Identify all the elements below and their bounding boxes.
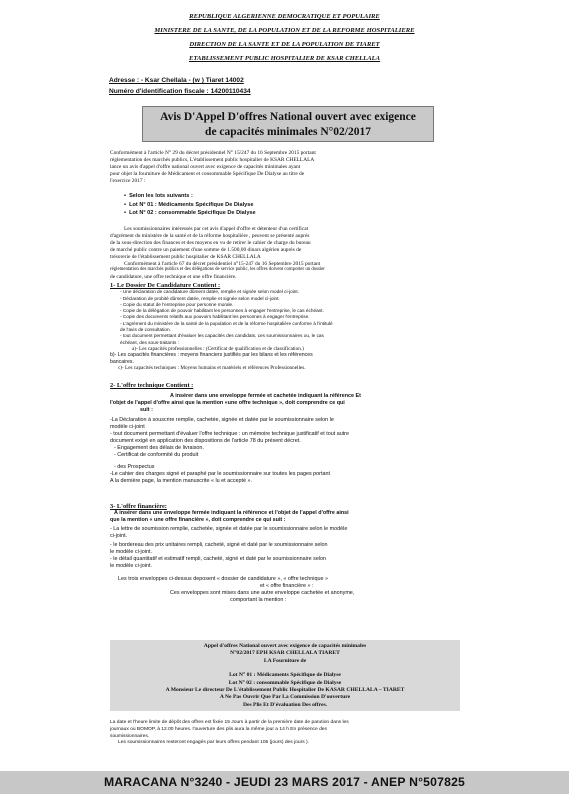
list-item: A la dernière page, la mention manuscrite « lu et accepté ». bbox=[110, 478, 253, 484]
text-line: lance un avis d'appel d'offre national ouvert avec exigence de capacités minimales ayant bbox=[110, 163, 301, 170]
header-line: DIRECTION DE LA SANTE ET DE LA POPULATION DE TIARET bbox=[189, 41, 380, 48]
title-line: Avis D'Appel D'offres National ouvert avec exigence bbox=[160, 111, 416, 123]
letterhead bbox=[0, 10, 569, 66]
header-line: ETABLISSEMENT PUBLIC HOSPITALIER DE KSAR CHELLALA bbox=[188, 55, 381, 62]
text-line: de la sous-direction des finances et des moyens en vu de retirer le cahier de charge du bureau bbox=[110, 239, 311, 246]
section-heading: 1- Le Dossier De Candidature Contient : bbox=[110, 282, 221, 289]
publication-footer: MARACANA N°3240 - JEUDI 23 MARS 2017 - ANEP N°507825 bbox=[0, 771, 569, 794]
list-item: - des Prospectus bbox=[114, 464, 155, 470]
recap-line: Lot N° 02 : consommable Spécifique de Dialyse bbox=[228, 679, 342, 686]
list-item: - tout document permettant d'évaluer l'offre technique : un mémoire technique justificatif et tout autre bbox=[110, 431, 349, 437]
list-item: - Copie des documents relatifs aux pouvoirs habilitant les personnes à engager l'entreprise. bbox=[120, 314, 310, 320]
list-item: modèle ci-joint bbox=[110, 424, 145, 430]
text-line: et « offre financière » : bbox=[260, 583, 314, 589]
section-candidature bbox=[110, 283, 460, 371]
header-line: MINISTERE DE LA SANTE, DE LA POPULATION ET DE LA REFORME HOSPITALIERE bbox=[154, 27, 415, 34]
header-line: REPUBLIQUE ALGERIENNE DEMOCRATIQUE ET POPULAIRE bbox=[189, 13, 380, 20]
text-line: soumissionnaires. bbox=[110, 733, 150, 739]
list-item: - tout document permettant d'évaluer les capacités des candidats, ces soumissionnaires ou, le cas bbox=[120, 333, 324, 339]
conditions-paragraph bbox=[110, 226, 460, 281]
list-item: - Une déclaration de candidature dûment datée, remplie et signée selon model ci-joint. bbox=[120, 289, 300, 295]
recap-line: LA Fourniture de bbox=[263, 657, 307, 664]
text-line: réglementation des marchés publics et des délégations de service public, les offres doivent comporter un dossier bbox=[110, 267, 325, 273]
text-line: comportant la mention : bbox=[230, 597, 287, 603]
text-line: Les trois enveloppes ci-dessus deposent « dossier de candidature », « offre technique » bbox=[118, 576, 328, 582]
text-line: trésorerie de l'établissement public hospitalier de KSAR CHELLALA bbox=[110, 253, 261, 260]
envelope-label-box bbox=[110, 640, 460, 711]
recap-line: A Ne Pas Ouvrir Que Par La Commission D'ouverture bbox=[219, 694, 351, 701]
text-line: réglementation des marchés publics, L'établissement public hospitalier de KSAR CHELLALA bbox=[110, 156, 315, 163]
sub-item: a)- Les capacités professionnelles : (Certificat de qualification et de classification.) bbox=[132, 345, 304, 352]
list-item: - le détail quantitatif et estimatif rempli, cacheté, signé et daté par le soumissionnaire selon bbox=[110, 556, 327, 562]
list-item: le modèle ci-joint. bbox=[110, 563, 152, 569]
text-line: Conformément à l'article 67 du décret présidentiel n°15-247 du 16 Septembre 2015 portant bbox=[124, 260, 321, 267]
tax-id-line: Numéro d'identification fiscale : 14200110434 bbox=[109, 88, 251, 95]
list-item: échéant, des sous-traitants : bbox=[120, 339, 179, 345]
recap-line: N°02/2017 EPH KSAR CHELLALA TIARET bbox=[230, 650, 340, 657]
text-line: La date et l'heure limite de dépôt des offres est fixée 15 Jours à partir de la première date de parution dans les bbox=[110, 720, 349, 725]
text-line: suit : bbox=[140, 407, 153, 413]
lots-heading: • Selon les lots suivants : bbox=[124, 193, 193, 199]
list-item: le modèle ci-joint. bbox=[110, 549, 152, 555]
text-line: Ces enveloppes sont mises dans une autre enveloppe cachetée et anonyme, bbox=[170, 590, 355, 596]
recap-line: Des Plis Et D'évaluation Des offres. bbox=[242, 701, 328, 708]
lot-item: • Lot N° 01 : Médicaments Spécifique De Dialyse bbox=[124, 201, 254, 208]
text-line: que la mention « une offre financière », doit comprendre ce qui suit : bbox=[110, 517, 286, 523]
text-line: l'exercice 2017 : bbox=[110, 177, 146, 184]
text-line: Conformément à l'article N° 29 du décret présidentiel N° 15/247 du 16 Septembre 2015 portant bbox=[110, 150, 316, 156]
list-item: - L'agrément du ministère de la santé de la population et de la réforme hospitalière conforme à l'intitulé bbox=[120, 320, 333, 326]
list-item: document exigé en application des dispositions de l'article 78 du présent décret. bbox=[110, 438, 301, 444]
text-line: Les soumissionnaires resteront engagés par leurs offres pendant 105 (jours) des jours ). bbox=[118, 740, 310, 746]
lots-list bbox=[124, 192, 474, 218]
intro-paragraph bbox=[110, 150, 460, 185]
list-item: - Déclaration de probité dûment datée, remplie et signée selon model ci-joint. bbox=[120, 295, 280, 301]
list-item: - Certificat de conformité du produit bbox=[114, 452, 199, 458]
list-item: - La lettre de soumission remplie, cachetée, signée et datée par le soumissionnaire selon le modèle bbox=[110, 526, 348, 532]
address-line: Adresse : - Ksar Chellala - (w ) Tiaret 14002 bbox=[109, 77, 244, 84]
text-line: A insérer dans une enveloppe fermée et cachetée indiquant la référence Et bbox=[170, 393, 361, 399]
sub-item: bancaires. bbox=[110, 358, 134, 365]
text-line: de marché public contre un paiement d'une somme de 1.500,00 dinars algérien auprès de bbox=[110, 246, 302, 253]
list-item: - Engagement des délais de livraison. bbox=[114, 445, 204, 451]
sub-item: b)- Les capacités financières : moyens financiers justifiés par les bilans et les références bbox=[110, 352, 313, 359]
lot-item: • Lot N° 02 : consommable Spécifique De Dialyse bbox=[124, 210, 256, 217]
list-item: - Copie du statut de l'entreprise pour personne morale. bbox=[120, 301, 234, 307]
text-line: Les soumissionnaires intéressés par cet avis d'appel d'offre et détenteur d'un certificat bbox=[124, 226, 309, 232]
section-heading: 3- L'offre financière: bbox=[110, 503, 167, 510]
list-item: de l'avis de consultation. bbox=[120, 327, 171, 333]
notice-title bbox=[142, 106, 434, 142]
list-item: - le bordereau des prix unitaires rempli, cacheté, signé et daté par le soumissionnaire selon bbox=[110, 542, 328, 548]
section-financial bbox=[110, 503, 460, 604]
deadline-paragraph bbox=[110, 720, 460, 747]
section-technical bbox=[110, 382, 460, 485]
list-item: - Copie de la délégation de pouvoir habilitant les personnes à engager l'entreprise, le cas échéant. bbox=[120, 308, 324, 314]
text-line: l'objet de l'appel d'offre ainsi que la mention «une offre technique », doit comprendre ce qui bbox=[110, 400, 345, 406]
section-heading: 2- L'offre technique Contient : bbox=[110, 382, 194, 389]
text-line: pour objet la fourniture de Médicament et consommable Spécifique De Dialyse au titre de bbox=[110, 170, 305, 177]
title-line: de capacités minimales N°02/2017 bbox=[205, 126, 371, 138]
text-line: de candidature, une offre technique et une offre financière. bbox=[110, 274, 237, 281]
text-line: A insérer dans une enveloppe fermée indiquant la référence et l'objet de l'appel d'offre ainsi bbox=[114, 510, 349, 516]
recap-line: Appel d'offres National ouvert avec exigence de capacités minimales bbox=[203, 643, 367, 649]
list-item: -Le cahier des charges signé et paraphé par le soumissionnaire sur toutes les pages portant bbox=[110, 471, 330, 477]
sub-item: c)- Les capacités techniques : Moyens humains et matériels et références Professionnelles. bbox=[118, 364, 306, 371]
recap-line: A Monsieur Le directeur De L'établissement Public Hospitalier De KASAR CHELLALA – TIARET bbox=[165, 687, 405, 694]
recap-line: Lot N° 01 : Médicaments Spécifique de Dialyse bbox=[229, 672, 341, 679]
list-item: ci-joint. bbox=[110, 533, 128, 539]
text-line: d'agrément du ministère de la santé et de la réforme hospitalière , peuvent se présenté auprès bbox=[110, 232, 310, 239]
list-item: -La Déclaration à souscrire remplie, cachetée, signée et datée par le soumissionnaire selon le bbox=[110, 417, 334, 423]
text-line: journaux ou BOMOP, à 12.00 heures. l'ouverture des plis aura la même jour a 14 h En présence des bbox=[110, 726, 327, 732]
